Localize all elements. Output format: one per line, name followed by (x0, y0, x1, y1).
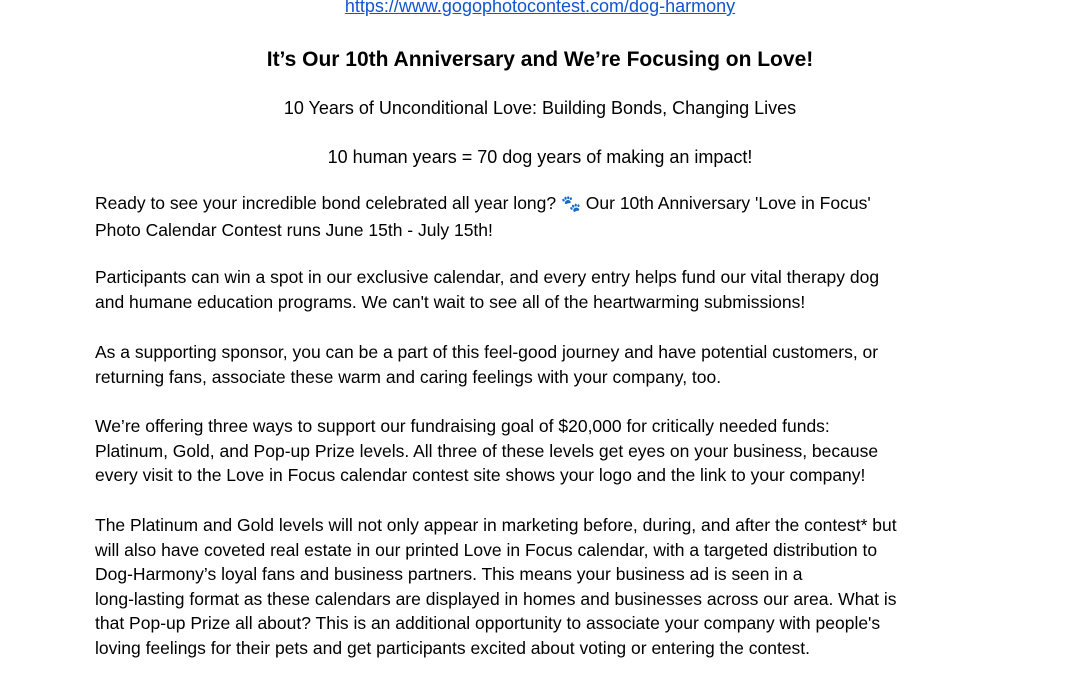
paragraph-intro (95, 191, 995, 242)
paragraph-line: The Platinum and Gold levels will not only appear in marketing before, during, and after the contest* but (95, 515, 897, 535)
paragraph-line: Participants can win a spot in our exclusive calendar, and every entry helps fund our vital therapy dog (95, 267, 880, 287)
paragraph-line (95, 191, 995, 218)
paragraph-line: Platinum, Gold, and Pop-up Prize levels. All three of these levels get eyes on your business, because (95, 440, 879, 461)
subtitle-love: 10 Years of Unconditional Love: Building Bonds, Changing Lives (283, 98, 797, 118)
paragraph-participants (95, 265, 995, 314)
paragraph-levels (95, 414, 995, 488)
paragraph-line: that Pop-up Prize all about? This is an additional opportunity to associate your company with people's (95, 613, 881, 633)
paragraph-line: long-lasting format as these calendars are displayed in homes and businesses across our area. What is (95, 588, 897, 609)
paragraph-line: Photo Calendar Contest runs June 15th - July 15th! (95, 219, 493, 240)
contest-link[interactable]: https://www.gogophotocontest.com/dog-harmony (344, 0, 736, 16)
document-title: It’s Our 10th Anniversary and We’re Focusing on Love! (266, 48, 814, 71)
paragraph-line: and humane education programs. We can't wait to see all of the heartwarming submissions! (95, 291, 806, 312)
subtitle-dog-years: 10 human years = 70 dog years of making an impact! (327, 147, 753, 167)
paragraph-line: As a supporting sponsor, you can be a part of this feel-good journey and have potential customers, or (95, 342, 879, 362)
paragraph-line: We’re offering three ways to support our fundraising goal of $20,000 for critically needed funds: (95, 416, 830, 436)
paw-prints-icon: 🐾 (561, 196, 581, 213)
text-segment: Ready to see your incredible bond celebrated all year long? (95, 193, 561, 213)
paragraph-line: returning fans, associate these warm and caring feelings with your company, too. (95, 366, 722, 387)
paragraph-platinum-gold (95, 513, 995, 660)
paragraph-line: every visit to the Love in Focus calendar contest site shows your logo and the link to your company! (95, 465, 866, 485)
paragraph-line: loving feelings for their pets and get participants excited about voting or entering the contest. (95, 637, 811, 658)
paragraph-sponsor (95, 340, 995, 389)
paragraph-line: will also have coveted real estate in our printed Love in Focus calendar, with a targeted distribution to (95, 539, 878, 560)
paragraph-line: Dog-Harmony’s loyal fans and business partners. This means your business ad is seen in a (95, 564, 803, 584)
text-segment: Our 10th Anniversary 'Love in Focus' (580, 193, 871, 213)
